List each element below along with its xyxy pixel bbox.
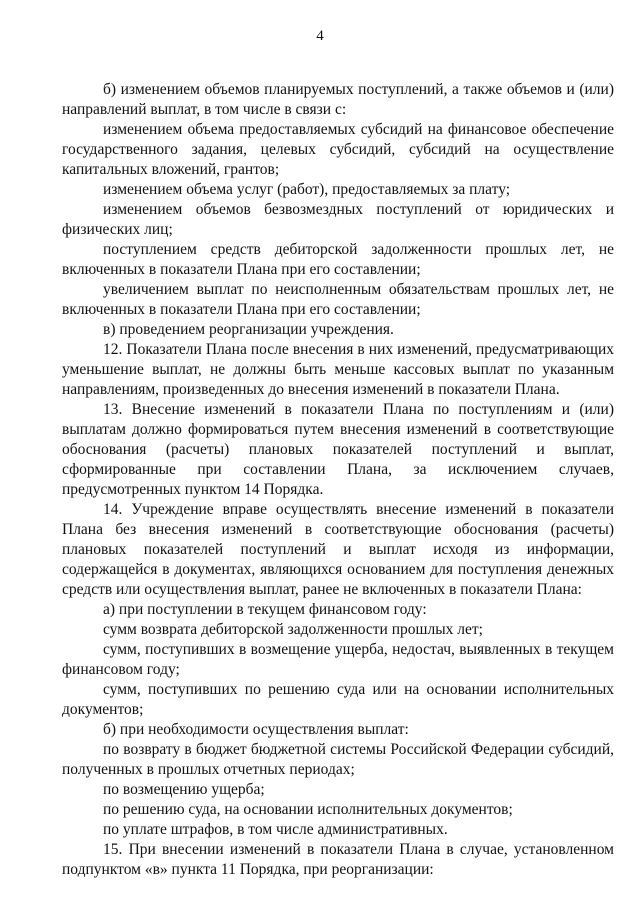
paragraph: в) проведением реорганизации учреждения. (103, 321, 394, 338)
paragraph: б) при необходимости осуществления выплат: (103, 721, 409, 738)
paragraph: а) при поступлении в текущем финансовом году: (103, 601, 427, 618)
paragraph: сумм возврата дебиторской задолженности прошлых лет; (103, 621, 483, 638)
paragraph: 12. Показатели Плана после внесения в них изменений, предусматривающих уменьшение выплат, не должны быть меньше кассовых выплат по указанным направлениям, произведенных до внесения изменений в показатели Плана. (62, 341, 614, 398)
paragraph: по возмещению ущерба; (103, 781, 265, 798)
paragraph: поступлением средств дебиторской задолженности прошлых лет, не включенных в показатели Плана при его составлении; (62, 241, 614, 278)
paragraph: изменением объема предоставляемых субсидий на финансовое обеспечение государственного задания, целевых субсидий, субсидий на осуществление капитальных вложений, грантов; (62, 121, 614, 178)
paragraph: изменением объема услуг (работ), предоставляемых за плату; (103, 181, 511, 198)
paragraph: б) изменением объемов планируемых поступлений, а также объемов и (или) направлений выплат, в том числе в связи с: (62, 81, 614, 118)
page-number: 4 (316, 28, 324, 44)
paragraph: по решению суда, на основании исполнительных документов; (103, 801, 513, 818)
paragraph: по возврату в бюджет бюджетной системы Российской Федерации субсидий, полученных в прошлых отчетных периодах; (62, 741, 614, 778)
paragraph: 15. При внесении изменений в показатели Плана в случае, установленном подпунктом «в» пункта 11 Порядка, при реорганизации: (62, 841, 614, 878)
paragraph: сумм, поступивших по решению суда или на основании исполнительных документов; (62, 681, 614, 718)
paragraph: изменением объемов безвозмездных поступлений от юридических и физических лиц; (62, 201, 614, 238)
paragraph: 13. Внесение изменений в показатели Плана по поступлениям и (или) выплатам должно формироваться путем внесения изменений в соответствующие обоснования (расчеты) плановых показателей поступлений и выплат, сформированные при составлении Плана, за исключением случаев, предусмотренных пунктом 14 Порядка. (62, 401, 614, 498)
document-body (62, 80, 614, 880)
paragraph: по уплате штрафов, в том числе административных. (103, 821, 448, 838)
paragraph: 14. Учреждение вправе осуществлять внесение изменений в показатели Плана без внесения изменений в соответствующие обоснования (расчеты) плановых показателей поступлений и выплат исходя из информации, содержащейся в документах, являющихся основанием для поступления денежных средств или осуществления выплат, ранее не включенных в показатели Плана: (62, 501, 614, 598)
paragraph: увеличением выплат по неисполненным обязательствам прошлых лет, не включенных в показатели Плана при его составлении; (62, 281, 614, 318)
paragraph: сумм, поступивших в возмещение ущерба, недостач, выявленных в текущем финансовом году; (62, 641, 614, 678)
